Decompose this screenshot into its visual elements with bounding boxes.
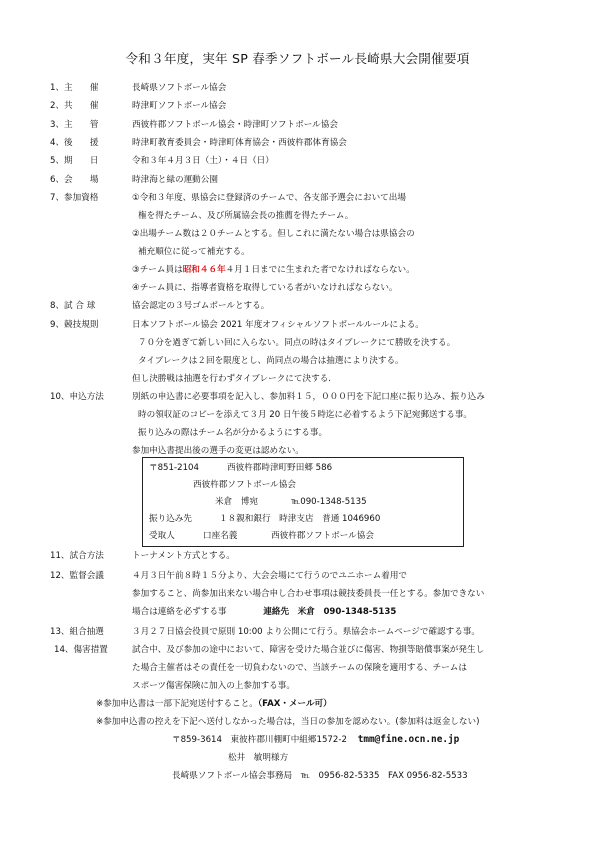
document-title: 令和３年度，実年 SP 春季ソフトボール長崎県大会開催要項 (125, 51, 470, 66)
section-text: 時津海と緑の運動公園 (132, 175, 218, 185)
postal-code: 〒851-2104 (149, 463, 199, 473)
section-line: スポーツ傷害保険に加入の上参加する事。 (132, 681, 295, 691)
section-label: 8、試 合 球 (50, 301, 96, 311)
section-line: 振り込みの際はチーム名が分かるようにする事。 (138, 428, 328, 438)
section-line: 参加申込書提出後の選手の変更は認めない。 (132, 446, 304, 456)
section-label: 1、主 催 (50, 83, 99, 93)
section-label: 13、組合抽選 (50, 627, 104, 637)
section-text: トーナメント方式とする。 (132, 551, 235, 561)
section-label: 6、会 場 (50, 175, 99, 185)
section-label: 2、共 催 (50, 101, 99, 111)
section-text: 令和３年４月３日（土）・４日（日） (132, 156, 274, 166)
section-line: ７０分を過ぎて新しい回に入らない。同点の時はタイブレークにて勝敗を決する。 (138, 338, 456, 348)
mailing-address: 西彼杵郡時津町野田郷 586 (227, 463, 333, 473)
recipient-name: 米倉 博宛 (215, 497, 258, 507)
section-label: 9、競技規則 (50, 320, 99, 330)
section-line: た場合主催者はその責任を一切負わないので、当該チームの保険を適用する、チームは (132, 663, 467, 673)
organization-name: 西彼杵郡ソフトボール協会 (193, 480, 296, 490)
section-line: ②出場チーム数は２０チームとする。但しこれに満たない場合は県協会の (132, 229, 415, 239)
section-line: 補充順位に従って補充する。 (138, 247, 250, 257)
section-line: 参加すること、尚参加出来ない場合申し合わせ事項は競技委員長一任とする。参加できない (132, 589, 485, 599)
section-text: 西彼杵郡ソフトボール協会・時津町ソフトボール協会 (132, 120, 338, 130)
section-label: 7、参加資格 (50, 193, 99, 203)
footer-office: 長崎県ソフトボール協会事務局 ℡ 0956-82-5335 FAX 0956-82-5533 (172, 771, 468, 781)
note-fax-mail: （FAX・メール可） (257, 699, 332, 709)
section-text: 長崎県ソフトボール協会 (132, 83, 227, 93)
section-label: 11、試合方法 (50, 551, 104, 561)
meeting-note: 場合は連絡を必ずする事 (132, 607, 227, 617)
section-label: 14、傷害措置 (54, 645, 108, 655)
section-text: ３月２７日協会役員で原則 10:00 より公開にて行う。県協会ホームページで確認する事。 (132, 627, 481, 637)
section-label: 4、後 援 (50, 138, 99, 148)
payment-address-box (142, 457, 464, 547)
section-line: タイブレークは２回を限度とし、尚同点の場合は抽選により決する。 (138, 356, 404, 366)
section-line: 時の領収証のコピーを添えて３月 20 日午後５時迄に必着するよう下記宛郵送する事。 (138, 410, 473, 420)
bank-details: １８親和銀行 時津支店 普通 1046960 (219, 514, 381, 524)
recipient-label: 受取人 (149, 531, 175, 541)
section-line: 権を得たチーム、及び所属協会長の推薦を得たチーム。 (138, 211, 354, 221)
section-text: 時津町教育委員会・時津町体育協会・西彼杵郡体育協会 (132, 138, 347, 148)
birth-year-highlight: 昭和４６年 (182, 265, 226, 275)
eligibility-text: ４月１日までに生まれた者でなければならない。 (225, 265, 415, 275)
section-label: 5、期 日 (50, 156, 99, 166)
section-text: 時津町ソフトボール協会 (132, 101, 227, 111)
contact-info: 連絡先 米倉 090-1348-5135 (263, 607, 397, 617)
section-line: 別紙の申込書に必要事項を記入し、参加料１５，０００円を下記口座に振り込み、振り込み (132, 392, 485, 402)
section-line: 試合中、及び参加の途中において、障害を受けた場合並びに傷害、物損等賠償事案が発生し (132, 645, 485, 655)
note-submission (96, 698, 332, 710)
section-label: 12、監督会議 (50, 571, 104, 581)
section-line: 日本ソフトボール協会 2021 年度オフィシャルソフトボールルールによる。 (132, 320, 424, 330)
phone-number: ℡090-1348-5135 (291, 497, 367, 507)
footer-address (172, 734, 459, 746)
section-label: 3、主 管 (50, 120, 99, 130)
section-line (132, 264, 415, 276)
eligibility-text: ③チーム員は (132, 265, 183, 275)
bank-label: 振り込み先 (149, 514, 192, 524)
account-label: 口座名義 (203, 531, 238, 541)
section-line (132, 606, 396, 618)
section-line: ４月３日午前８時１５分より、大会会場にて行うのでユニホーム着用で (132, 571, 408, 581)
note-text: ※参加申込書は一部下記宛送付すること。 (96, 699, 258, 709)
footer-postal: 〒859-3614 東彼杵郡川棚町中組郷1572-2 (172, 735, 347, 745)
footer-person: 松井 敏明様方 (228, 753, 289, 763)
section-label: 10、申込方法 (50, 392, 104, 402)
note-copy-required: ※参加申込書の控えを下記へ送付しなかった場合は，当日の参加を認めない。(参加料は返金しない) (96, 717, 480, 727)
section-line: ④チーム員に、指導者資格を取得している者がいなければならない。 (132, 283, 398, 293)
section-line: ①令和３年度、県協会に登録済のチームで、各支部予選会において出場 (132, 193, 406, 203)
section-text: 協会認定の３号ゴムボールとする。 (132, 301, 270, 311)
section-line: 但し決勝戦は抽選を行わずタイブレークにて決する. (132, 374, 332, 384)
account-name: 西彼杵郡ソフトボール協会 (271, 531, 374, 541)
footer-email[interactable]: tmm@fine.ocn.ne.jp (357, 734, 460, 745)
